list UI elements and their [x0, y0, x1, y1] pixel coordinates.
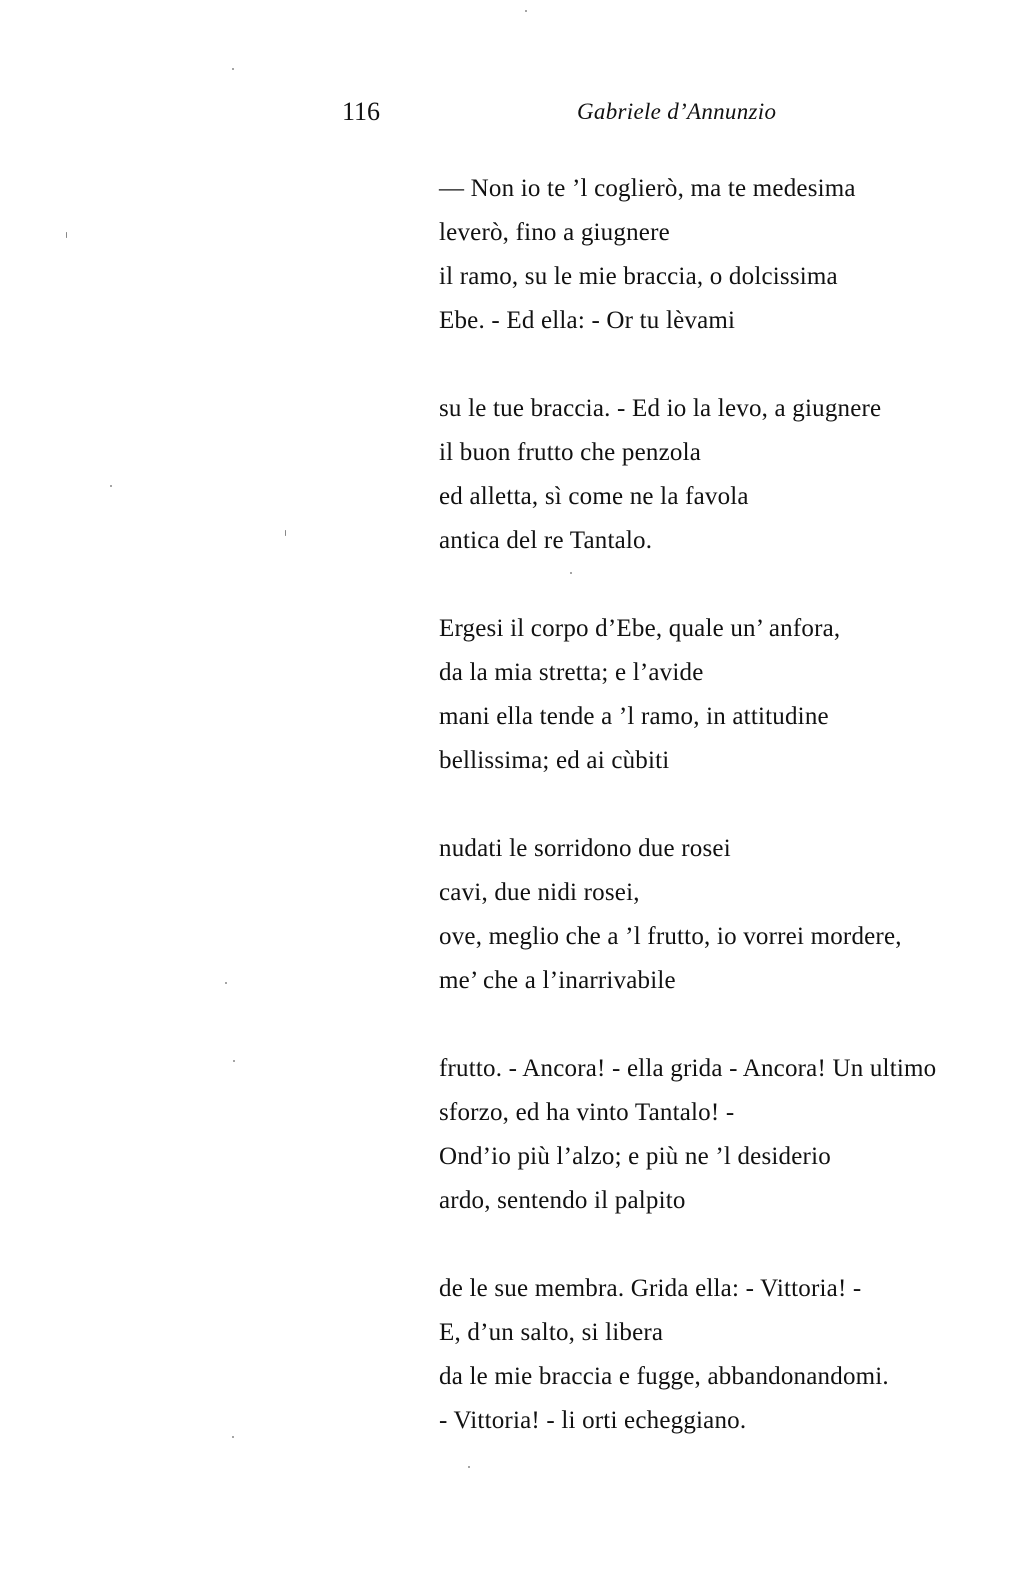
verse-line: bellissima; ed ai cùbiti [439, 747, 670, 774]
running-title: Gabriele d’Annunzio [577, 99, 777, 124]
verse-line: mani ella tende a ’l ramo, in attitudine [439, 703, 829, 730]
verse-line: Ebe. - Ed ella: - Or tu lèvami [439, 307, 736, 334]
verse-line: leverò, fino a giugnere [439, 219, 670, 246]
verse-line: E, d’un salto, si libera [439, 1319, 664, 1346]
stanza-3 [439, 607, 999, 783]
verse-line: me’ che a l’inarrivabile [439, 967, 676, 994]
scan-speck [285, 530, 286, 536]
verse-line: ardo, sentendo il palpito [439, 1187, 686, 1214]
stanza-5 [439, 1047, 999, 1223]
scan-speck [525, 10, 527, 12]
verse-line: da le mie braccia e fugge, abbandonandomi. [439, 1363, 889, 1390]
scan-speck [570, 572, 572, 574]
stanza-2 [439, 387, 999, 563]
verse-line: Ergesi il corpo d’Ebe, quale un’ anfora, [439, 615, 841, 642]
verse-line: il buon frutto che penzola [439, 439, 702, 466]
verse-line: — Non io te ’l coglierò, ma te medesima [439, 175, 856, 202]
verse-line: su le tue braccia. - Ed io la levo, a giugnere [439, 395, 882, 422]
stanza-1 [439, 167, 999, 343]
verse-line: nudati le sorridono due rosei [439, 835, 731, 862]
scan-speck [225, 982, 227, 984]
verse-line: antica del re Tantalo. [439, 527, 653, 554]
verse-line: cavi, due nidi rosei, [439, 879, 640, 906]
page-number: 116 [342, 97, 381, 126]
verse-line: da la mia stretta; e l’avide [439, 659, 704, 686]
scan-speck [66, 232, 67, 238]
verse-line: sforzo, ed ha vinto Tantalo! - [439, 1099, 735, 1126]
scan-speck [110, 485, 112, 487]
scan-speck [468, 1466, 470, 1468]
verse-line: ed alletta, sì come ne la favola [439, 483, 749, 510]
verse-line: il ramo, su le mie braccia, o dolcissima [439, 263, 838, 290]
poem-body [439, 167, 999, 1487]
scan-speck [232, 68, 234, 70]
verse-line: frutto. - Ancora! - ella grida - Ancora! Un ultimo [439, 1055, 937, 1082]
verse-line: de le sue membra. Grida ella: - Vittoria! - [439, 1275, 862, 1302]
stanza-4 [439, 827, 999, 1003]
verse-line: Ond’io più l’alzo; e più ne ’l desiderio [439, 1143, 831, 1170]
scan-speck [233, 1060, 235, 1062]
verse-line: - Vittoria! - li orti echeggiano. [439, 1407, 747, 1434]
scan-speck [232, 1436, 234, 1438]
stanza-6 [439, 1267, 999, 1443]
verse-line: ove, meglio che a ’l frutto, io vorrei mordere, [439, 923, 902, 950]
